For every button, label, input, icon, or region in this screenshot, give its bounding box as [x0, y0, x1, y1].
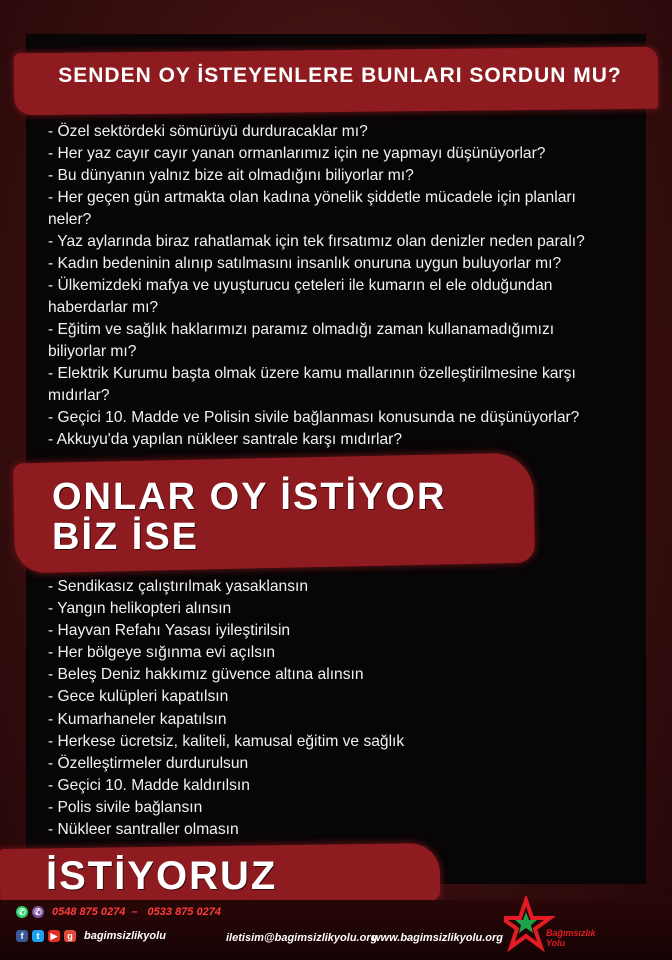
question-line: - Her geçen gün artmakta olan kadına yönelik şiddetle mücadele için planları	[48, 189, 576, 206]
question-line: - Özel sektördeki sömürüyü durduracaklar mı?	[48, 123, 368, 140]
google-plus-icon[interactable]: g	[64, 930, 76, 942]
mid-heading-line1: ONLAR OY İSTİYOR	[52, 476, 447, 518]
demand-item: - Yangın helikopteri alınsın	[48, 600, 232, 618]
question-line: neler?	[48, 211, 92, 228]
demand-item: - Hayvan Refahı Yasası iyileştirilsin	[48, 622, 291, 640]
demand-item: - Nükleer santraller olmasın	[48, 821, 239, 839]
question-line: haberdarlar mı?	[48, 299, 159, 316]
demand-item: - Kumarhaneler kapatılsın	[48, 710, 227, 728]
demand-item: - Geçici 10. Madde kaldırılsın	[48, 776, 250, 794]
question-line: mıdırlar?	[48, 387, 110, 404]
demand-item: - Her bölgeye sığınma evi açılsın	[48, 644, 276, 662]
question-line: - Bu dünyanın yalnız bize ait olmadığını biliyorlar mı?	[48, 167, 414, 184]
question-line: - Her yaz cayır cayır yanan ormanlarımız için ne yapmayı düşünüyorlar?	[48, 145, 546, 162]
demand-item: - Özelleştirmeler durdurulsun	[48, 754, 249, 772]
bottom-heading: İSTİYORUZ	[46, 854, 278, 898]
phone-row	[16, 906, 221, 918]
viber-icon[interactable]: ✆	[32, 906, 44, 918]
question-line: - Elektrik Kurumu başta olmak üzere kamu mallarının özelleştirilmesine karşı	[48, 365, 576, 382]
phone-separator: –	[131, 906, 138, 918]
question-line: - Eğitim ve sağlık haklarımızı paramız olmadığı zaman kullanamadığımızı	[48, 321, 555, 338]
demands-list	[48, 576, 448, 841]
demand-item: - Sendikasız çalıştırılmak yasaklansın	[48, 578, 308, 595]
question-line: - Kadın bedeninin alınıp satılmasını insanlık onuruna uygun buluyorlar mı?	[48, 255, 562, 272]
logo-text-line2: Yolu	[546, 938, 566, 948]
mid-heading-line2: BİZ İSE	[52, 516, 200, 558]
email-link[interactable]: iletisim@bagimsizlikyolu.org	[226, 932, 378, 944]
demand-item: - Polis sivile bağlansın	[48, 798, 203, 816]
demand-item: - Herkese ücretsiz, kaliteli, kamusal eğitim ve sağlık	[48, 732, 405, 750]
question-line: - Yaz aylarında biraz rahatlamak için tek fırsatımız olan denizler neden paralı?	[48, 233, 585, 250]
question-line: - Ülkemizdeki mafya ve uyuşturucu çeteleri ile kumarın el ele olduğundan	[48, 277, 553, 294]
whatsapp-icon[interactable]: ✆	[16, 906, 28, 918]
question-line: - Geçici 10. Madde ve Polisin sivile bağlanması konusunda ne düşünüyorlar?	[48, 409, 580, 426]
phone-number-1[interactable]: 0548 875 0274	[52, 906, 126, 918]
social-handle[interactable]: bagimsizlikyolu	[84, 930, 166, 942]
demand-item: - Beleş Deniz hakkımız güvence altına alınsın	[48, 666, 364, 684]
facebook-icon[interactable]: f	[16, 930, 28, 942]
social-row	[16, 930, 166, 942]
question-line: biliyorlar mı?	[48, 343, 137, 360]
twitter-icon[interactable]: t	[32, 930, 44, 942]
logo-text-line1: Bağımsızlık	[546, 928, 596, 938]
questions-list	[48, 121, 633, 451]
logo-text	[546, 928, 596, 948]
demand-item: - Gece kulüpleri kapatılsın	[48, 688, 229, 706]
website-link[interactable]: www.bagimsizlikyolu.org	[372, 932, 504, 944]
question-line: - Akkuyu'da yapılan nükleer santrale karşı mıdırlar?	[48, 431, 403, 448]
phone-number-2[interactable]: 0533 875 0274	[147, 906, 221, 918]
youtube-icon[interactable]: ▶	[48, 930, 60, 942]
top-heading: SENDEN OY İSTEYENLERE BUNLARI SORDUN MU?	[58, 64, 622, 87]
